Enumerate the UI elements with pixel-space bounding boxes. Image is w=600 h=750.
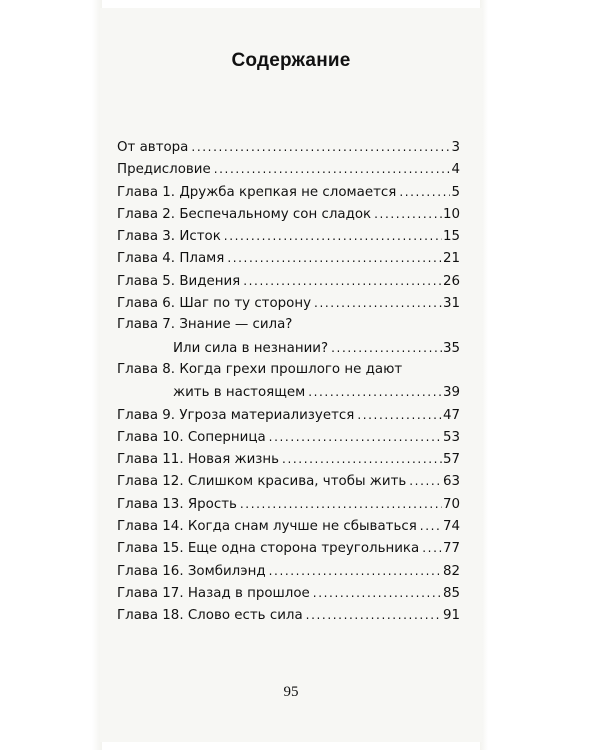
toc-entry-label: Глава 11. Новая жизнь — [117, 452, 280, 468]
toc-entry[interactable] — [117, 560, 460, 582]
toc-entry-continuation[interactable] — [117, 337, 460, 359]
toc-entry[interactable] — [117, 359, 460, 381]
toc-entry-page: 47 — [442, 407, 460, 423]
toc-entry-page: 5 — [451, 184, 460, 200]
toc-leader-dots — [314, 292, 442, 314]
toc-entry-page: 21 — [442, 251, 460, 267]
toc-entry-label: Или сила в незнании? — [173, 340, 329, 356]
toc-entry-page: 70 — [442, 496, 460, 512]
toc-entry-label: Глава 1. Дружба крепкая не сломается — [117, 184, 397, 200]
toc-entry-page: 77 — [442, 541, 460, 557]
toc-entry-page: 39 — [442, 385, 460, 401]
toc-entry-label: Глава 8. Когда грехи прошлого не дают — [117, 361, 403, 377]
toc-entry[interactable] — [117, 604, 460, 626]
toc-entry-page: 10 — [442, 206, 460, 222]
toc-leader-dots — [269, 560, 442, 582]
toc-entry[interactable] — [117, 582, 460, 604]
toc-entry-label: Глава 13. Ярость — [117, 496, 237, 512]
toc-entry-page: 3 — [451, 140, 460, 155]
toc-entry-page: 63 — [442, 474, 460, 490]
toc-entry-continuation[interactable] — [117, 381, 460, 403]
toc-entry-label: жить в настоящем — [173, 385, 306, 401]
toc-leader-dots — [282, 448, 442, 470]
toc-leader-dots — [224, 225, 442, 247]
toc-leader-dots — [420, 515, 442, 537]
toc-entry[interactable] — [117, 270, 460, 292]
toc-leader-dots — [422, 537, 442, 559]
toc-entry-page: 26 — [442, 273, 460, 289]
toc-entry-page: 15 — [442, 229, 460, 245]
toc-entry[interactable] — [117, 203, 460, 225]
toc-entry-page: 31 — [442, 296, 460, 312]
page-title: Содержание — [231, 50, 351, 71]
toc-entry[interactable] — [117, 537, 460, 559]
toc-leader-dots — [306, 604, 442, 626]
toc-leader-dots — [308, 381, 442, 403]
toc-entry[interactable] — [117, 448, 460, 470]
toc-entry[interactable] — [117, 292, 460, 314]
toc-entry[interactable] — [117, 314, 460, 336]
table-of-contents — [117, 136, 460, 627]
toc-leader-dots — [214, 158, 451, 180]
toc-entry-label: Глава 2. Беспечальному сон сладок — [117, 206, 372, 222]
book-page — [100, 8, 482, 742]
toc-entry-page: 35 — [442, 340, 460, 356]
toc-leader-dots — [243, 270, 442, 292]
toc-leader-dots — [240, 493, 442, 515]
toc-entry-page: 4 — [451, 162, 460, 178]
toc-leader-dots — [313, 582, 442, 604]
toc-leader-dots — [374, 203, 442, 225]
toc-entry-page: 85 — [442, 585, 460, 601]
toc-entry-label: Глава 14. Когда снам лучше не сбываться — [117, 519, 417, 535]
toc-entry[interactable] — [117, 426, 460, 448]
toc-entry[interactable] — [117, 247, 460, 269]
toc-leader-dots — [357, 404, 442, 426]
toc-entry-label: Глава 12. Слишком красива, чтобы жить — [117, 474, 407, 490]
toc-entry-label: Глава 17. Назад в прошлое — [117, 585, 310, 601]
toc-leader-dots — [227, 247, 442, 269]
toc-entry-label: Глава 9. Угроза материализуется — [117, 407, 355, 423]
toc-entry[interactable] — [117, 470, 460, 492]
toc-entry-label: Глава 6. Шаг по ту сторону — [117, 296, 312, 312]
toc-entry[interactable] — [117, 515, 460, 537]
toc-entry-label: Глава 5. Видения — [117, 273, 241, 289]
toc-entry[interactable] — [117, 158, 460, 180]
toc-entry[interactable] — [117, 493, 460, 515]
toc-entry-page: 53 — [442, 429, 460, 445]
toc-entry[interactable] — [117, 404, 460, 426]
toc-entry-page: 82 — [442, 563, 460, 579]
toc-leader-dots — [191, 136, 450, 158]
toc-entry-page: 74 — [442, 519, 460, 535]
toc-entry-label: Глава 3. Исток — [117, 229, 221, 245]
toc-leader-dots — [331, 337, 442, 359]
toc-entry-label: Глава 7. Знание — сила? — [117, 317, 293, 333]
toc-leader-dots — [399, 181, 450, 203]
toc-entry-label: Глава 4. Пламя — [117, 251, 225, 267]
toc-entry-label: Глава 16. Зомбилэнд — [117, 563, 266, 579]
toc-entry-label: Глава 15. Еще одна сторона треугольника — [117, 541, 420, 557]
toc-entry-page: 91 — [442, 608, 460, 624]
page-number: 95 — [283, 684, 299, 700]
toc-entry-label: Глава 18. Слово есть сила — [117, 608, 303, 624]
toc-entry-page: 57 — [442, 452, 460, 468]
toc-leader-dots — [269, 426, 442, 448]
toc-entry[interactable] — [117, 225, 460, 247]
toc-entry[interactable] — [117, 181, 460, 203]
toc-entry-label: Предисловие — [117, 162, 211, 178]
toc-entry[interactable] — [117, 136, 460, 158]
toc-entry-label: Глава 10. Соперница — [117, 429, 266, 445]
toc-entry-label: От автора — [117, 140, 189, 155]
toc-leader-dots — [409, 470, 442, 492]
